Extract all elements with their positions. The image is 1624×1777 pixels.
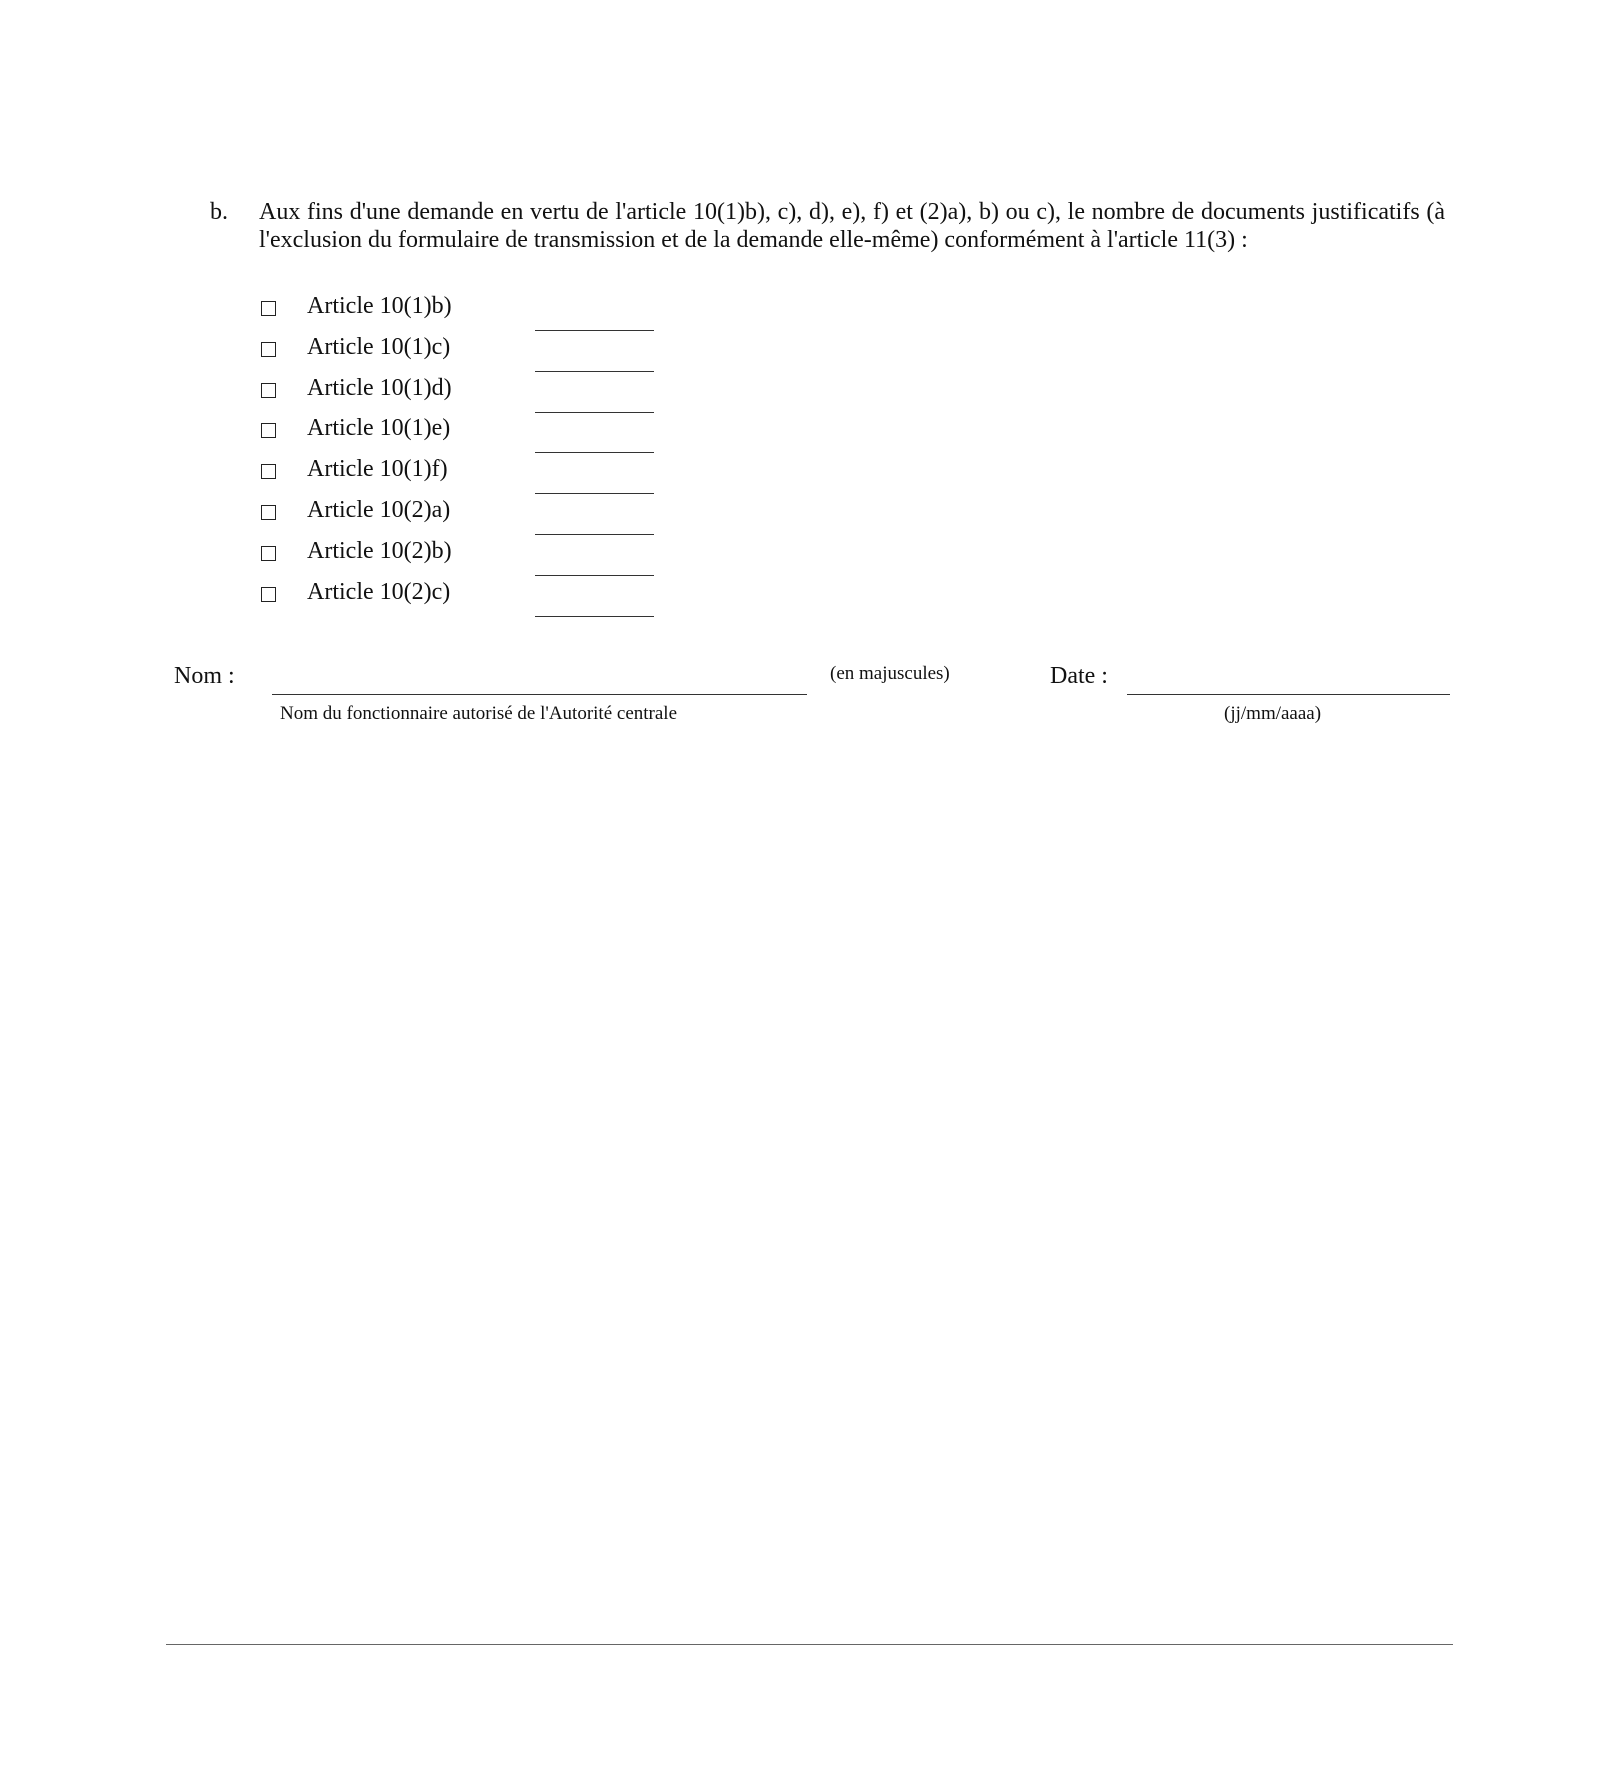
article-row [259, 372, 759, 413]
article-row [259, 453, 759, 494]
article-row [259, 494, 759, 535]
article-label: Article 10(1)c) [307, 333, 451, 360]
article-row [259, 331, 759, 372]
checkbox-article-10-1-d[interactable] [261, 383, 276, 398]
article-label: Article 10(1)d) [307, 374, 452, 401]
checkbox-article-10-2-c[interactable] [261, 587, 276, 602]
article-checklist [259, 290, 759, 616]
checkbox-article-10-1-b[interactable] [261, 301, 276, 316]
document-count-field[interactable] [535, 616, 654, 617]
checkbox-article-10-1-f[interactable] [261, 464, 276, 479]
article-label: Article 10(1)b) [307, 293, 452, 319]
section-b-label: b. [210, 199, 228, 225]
article-row [259, 576, 759, 617]
checkbox-article-10-2-a[interactable] [261, 505, 276, 520]
article-row [259, 535, 759, 576]
caps-note: (en majuscules) [830, 663, 950, 684]
article-label: Article 10(2)a) [307, 496, 451, 523]
article-label: Article 10(2)c) [307, 578, 451, 605]
article-row [259, 412, 759, 453]
name-label: Nom : [174, 663, 235, 689]
article-label: Article 10(1)f) [307, 456, 448, 483]
section-b-text: Aux fins d'une demande en vertu de l'article 10(1)b), c), d), e), f) et (2)a), b) ou c), le nombre de documents justificatifs (à l'exclusion du formulaire de transmission et de la demande elle-même) conformément à l'article 11(3) : [259, 199, 1445, 253]
date-field[interactable] [1127, 694, 1450, 695]
article-row [259, 290, 759, 331]
date-label: Date : [1050, 663, 1108, 689]
footer-divider [166, 1644, 1453, 1645]
name-field[interactable] [272, 694, 807, 695]
checkbox-article-10-1-c[interactable] [261, 342, 276, 357]
date-format-hint: (jj/mm/aaaa) [1224, 703, 1322, 724]
article-label: Article 10(1)e) [307, 415, 451, 442]
article-label: Article 10(2)b) [307, 537, 452, 564]
checkbox-article-10-2-b[interactable] [261, 546, 276, 561]
checkbox-article-10-1-e[interactable] [261, 423, 276, 438]
name-caption: Nom du fonctionnaire autorisé de l'Autorité centrale [280, 703, 678, 724]
